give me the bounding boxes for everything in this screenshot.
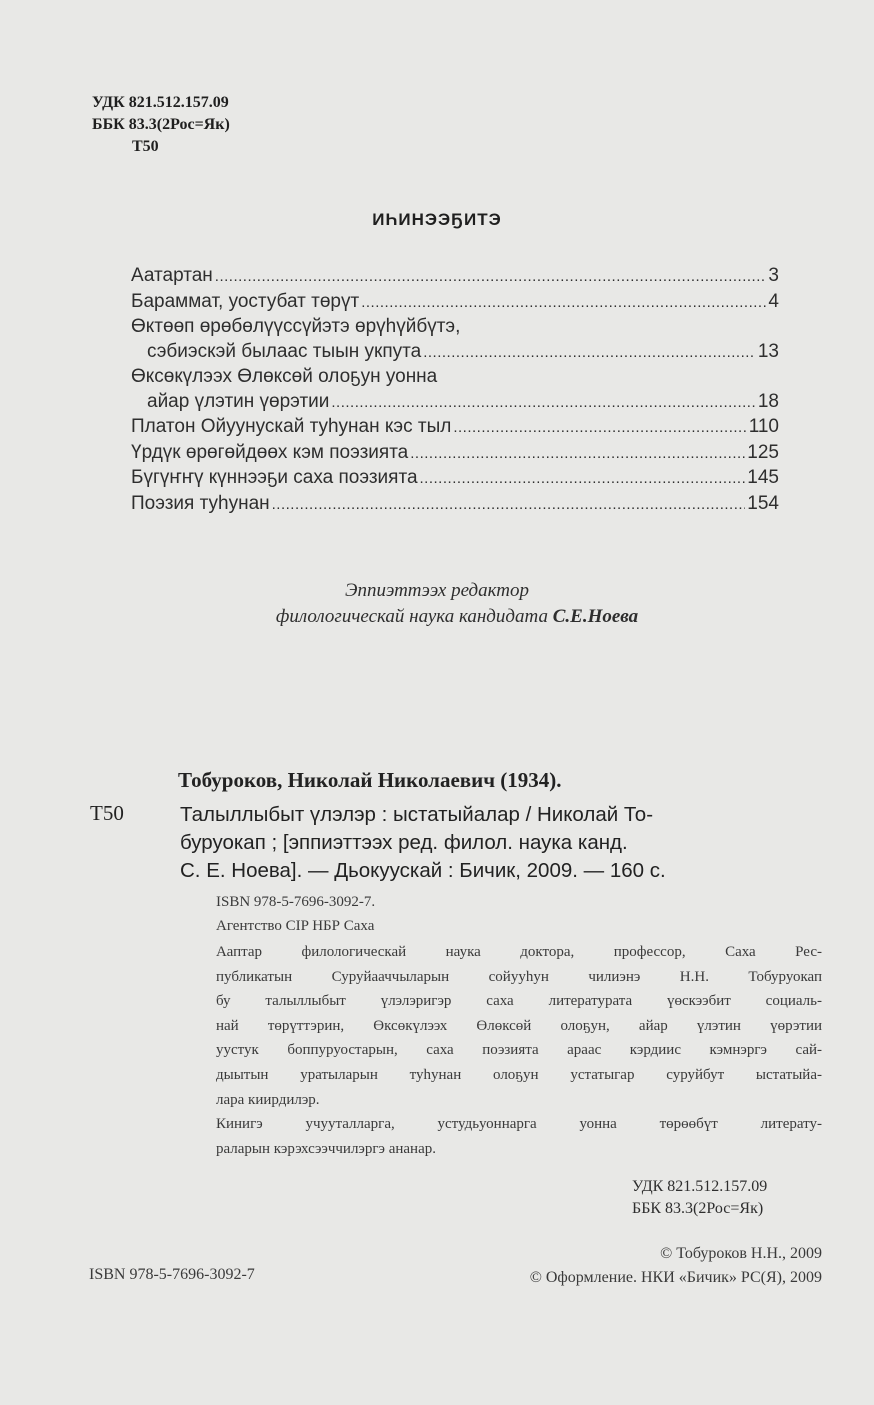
toc-page-number: 145 — [747, 467, 779, 488]
annotation-paragraph — [176, 1112, 822, 1161]
editor-role: Эппиэттээх редактор — [345, 580, 529, 601]
toc-leader-dots — [420, 466, 746, 492]
toc-page-number: 125 — [747, 441, 779, 463]
annotation-line: бу талыллыбыт үлэлэригэр саха литературата үөскээбит социаль- — [216, 993, 822, 1010]
toc-entry-title: Платон Ойуунускай туһунан кэс тыл — [131, 416, 452, 437]
entry-agency: Агентство CIP НБР Саха — [216, 918, 375, 934]
toc-entry-title: сэбиэскэй былаас тыын укпута — [147, 340, 422, 362]
annotation-paragraph — [176, 940, 822, 1112]
description-line: С. Е. Ноева]. — Дьокуускай : Бичик, 2009. — 160 с. — [180, 859, 666, 882]
toc-entry — [131, 492, 779, 518]
annotation-line: Ааптар филологическай наука доктора, профессор, Саха Рес- — [216, 944, 822, 960]
entry-description — [180, 801, 820, 885]
copyright — [530, 1242, 822, 1290]
entry-call-number: Т50 — [90, 801, 124, 825]
editor-credit — [0, 578, 874, 630]
annotation — [176, 940, 822, 1161]
toc-page-number: 3 — [768, 265, 779, 286]
toc-entry-title: айар үлэтин үөрэтии — [147, 390, 330, 412]
annotation-line: най төрүттэрин, Өксөкүлээх Өлөксөй олоҕун, айар үлэтин үөрэтии — [216, 1017, 822, 1034]
toc-entry-title: Үрдүк өрөгөйдөөх кэм поэзията — [131, 441, 409, 463]
editor-line — [0, 604, 874, 630]
isbn: ISBN 978-5-7696-3092-7 — [89, 1266, 255, 1283]
toc-leader-dots — [453, 415, 746, 441]
bbk-code: ББК 83.3(2Рос=Як) — [632, 1200, 764, 1217]
toc-page-number: 154 — [747, 492, 779, 514]
description-line: Талыллыбыт үлэлэр : ыстатыйалар / Николай То- — [180, 803, 654, 826]
entry-author: Тобуроков, Николай Николаевич (1934). — [178, 768, 562, 792]
toc-entry-title: Поэзия туһунан — [131, 492, 270, 514]
editor-name: С.Е.Ноева — [552, 606, 639, 627]
toc-leader-dots — [410, 441, 745, 467]
copyright-design: © Оформление. НКИ «Бичик» РС(Я), 2009 — [529, 1269, 822, 1286]
toc-entry — [131, 290, 779, 316]
udk-code: УДК 821.512.157.09 — [92, 94, 229, 111]
udk-code: УДК 821.512.157.09 — [632, 1178, 768, 1195]
annotation-line: уустук боппуруостарын, саха поэзията араас кэрдиис кэмнэргэ сай- — [216, 1042, 822, 1059]
classification-codes-bottom — [632, 1176, 767, 1220]
editor-title: филологическай наука кандидата — [275, 606, 553, 627]
toc-entry-title: Өктөөп өрөбөлүүссүйэтэ өрүһүйбүтэ, — [131, 316, 461, 337]
annotation-line: лара киирдилэр. — [216, 1091, 320, 1108]
annotation-line: публикатын Суруйааччыларын сойууһун чилиэнэ Н.Н. Тобуруокап — [216, 968, 822, 985]
annotation-line: раларын кэрэхсээччилэргэ ананар. — [216, 1140, 436, 1157]
toc-entry — [131, 466, 779, 492]
copyright-author: © Тобуроков Н.Н., 2009 — [660, 1245, 822, 1262]
contents-title: ИҺИНЭЭҔИТЭ — [372, 210, 502, 229]
toc-entry-title: Бараммат, уостубат төрүт — [131, 290, 360, 312]
toc-entry — [131, 365, 779, 415]
entry-isbn-agency — [216, 890, 375, 938]
toc-entry-title: Аатартан — [131, 265, 213, 286]
toc-entry — [131, 415, 779, 441]
toc-leader-dots — [272, 492, 746, 518]
toc-leader-dots — [215, 264, 767, 290]
entry-isbn: ISBN 978-5-7696-3092-7. — [216, 894, 376, 910]
toc-entry-title: Өксөкүлээх Өлөксөй олоҕун уонна — [131, 366, 438, 387]
author-mark: Т50 — [132, 138, 159, 155]
toc-entry — [131, 264, 779, 290]
bbk-code: ББК 83.3(2Рос=Як) — [92, 116, 230, 133]
toc-leader-dots — [423, 340, 756, 366]
toc-page-number: 4 — [768, 290, 779, 312]
toc-entry — [131, 441, 779, 467]
description-line: буруокап ; [эппиэттээх ред. филол. наука канд. — [180, 831, 628, 854]
toc-leader-dots — [361, 290, 766, 316]
toc-page-number: 110 — [748, 416, 779, 437]
toc-page-number: 18 — [757, 390, 779, 412]
classification-codes-top — [92, 92, 230, 158]
table-of-contents — [131, 264, 779, 517]
annotation-line: Кинигэ учууталларга, устудьуоннарга уонна төрөөбүт литерату- — [216, 1116, 822, 1133]
toc-entry — [131, 315, 779, 365]
toc-leader-dots — [331, 390, 755, 416]
toc-page-number: 13 — [757, 340, 779, 362]
annotation-line: дыытын уратыларын туһунан олоҕун устатыгар суруйбут ыстатыйа- — [216, 1066, 822, 1083]
toc-entry-title: Бүгүҥҥү күннээҕи саха поэзията — [131, 467, 418, 488]
